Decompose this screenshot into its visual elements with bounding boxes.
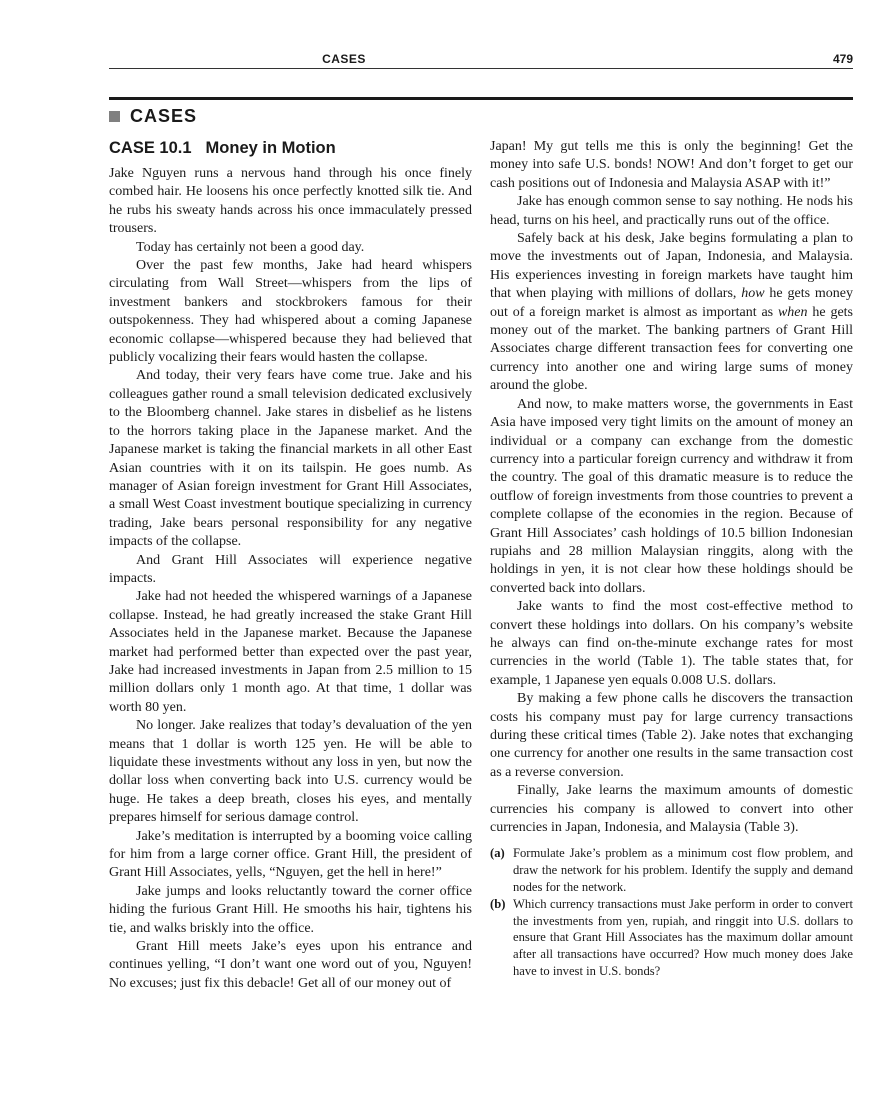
paragraph: Jake Nguyen runs a nervous hand through his once finely combed hair. He loosens his once perfectly knotted silk tie. And he rubs his sweaty hands across his once immaculately pressed trousers.: [109, 166, 472, 237]
paragraph: No longer. Jake realizes that today’s devaluation of the yen means that 1 dollar is worth 125 yen. He will be able to liquidate these investments without any loss in yen, but now the dollar loss when converting back into U.S. currency would be huge. He takes a deep breath, closes his eyes, and mentally prepares himself for serious damage control.: [109, 718, 472, 826]
section-heading: [109, 106, 197, 127]
paragraph: Jake has enough common sense to say nothing. He nods his head, turns on his heel, and practically runs out of the office.: [490, 194, 853, 228]
question-text: Which currency transactions must Jake perform in order to convert the investments from yen, rupiah, and ringgit into U.S. dollars to ensure that Grant Hill Associates has the maximum dollar amount after all transactions have occurred? How much money does Jake have to invest in U.S. bonds?: [513, 897, 853, 978]
paragraph: Jake had not heeded the whispered warnings of a Japanese collapse. Instead, he had greatly increased the stake Grant Hill Associates held in the Japanese market. Because the Japanese market had performed better than expected over the past year, Jake had increased investments in Japan from 2.5 million to 15 million dollars only 1 month ago. At that time, 1 dollar was worth 80 yen.: [109, 589, 472, 715]
paragraph: Grant Hill meets Jake’s eyes upon his entrance and continues yelling, “I don’t want one word out of you, Nguyen! No excuses; just fix this debacle! Get all of our money out of: [109, 939, 472, 991]
running-header: [109, 52, 853, 69]
paragraph: Finally, Jake learns the maximum amounts of domestic currencies his company is allowed to convert into other currencies in Japan, Indonesia, and Malaysia (Table 3).: [490, 783, 853, 836]
paragraph: And today, their very fears have come true. Jake and his colleagues gather round a small television dedicated exclusively to the Bloomberg channel. Jake stares in disbelief as he listens to the horrors taking place in the Japanese market. And the Japanese market is taking the financial markets in all other East Asian countries with it on its tailspin. He goes numb. As manager of Asian foreign investment for Grant Hill Associates, a small West Coast investment boutique specializing in currency trading, Jake bears personal responsibility for any negative impacts of the collapse.: [109, 368, 472, 550]
question-item: [490, 845, 853, 895]
emphasis: when: [777, 304, 808, 320]
paragraph: Japan! My gut tells me this is only the beginning! Get the money into safe U.S. bonds! NOW! And don’t forget to get our cash positions out of Indonesia and Malaysia ASAP with it!”: [490, 139, 853, 191]
paragraph: And now, to make matters worse, the governments in East Asia have imposed very tight limits on the amount of money an individual or a company can exchange from the domestic currency into a particular foreign currency and withdraw it from the country. The goal of this dramatic measure is to reduce the outflow of foreign investments from those countries to prevent a complete collapse of the economies in the region. Because of Grant Hill Associates’ cash holdings of 10.5 billion Indonesian rupiahs and 28 million Malaysian ringgits, along with the holdings in yen, it is not clear how these holdings should be converted back into dollars.: [490, 396, 853, 596]
paragraph: Safely back at his desk, Jake begins formulating a plan to move the investments out of Japan, Indonesia, and Malaysia. His experiences investing in foreign markets have taught him that when playing with millions of dollars, how he gets money out of a foreign market is almost as important as when he gets money out of the market. The banking partners of Grant Hill Associates charge different transaction fees for converting one currency into another one and wiring large sums of money around the globe.: [490, 231, 853, 394]
paragraph: Jake’s meditation is interrupted by a booming voice calling for him from a large corner office. Grant Hill, the president of Grant Hill Associates, yells, “Nguyen, get the hell in here!”: [109, 828, 472, 881]
paragraph: By making a few phone calls he discovers the transaction costs his company must pay for large currency transactions during these critical times (Table 2). Jake notes that exchanging one currency for another one results in the same transaction cost as a reverse conversion.: [490, 691, 853, 780]
case-title: [109, 138, 472, 158]
emphasis: how: [741, 286, 765, 302]
paragraph: Jake wants to find the most cost-effective method to convert these holdings into dollars. On his company’s website he always can find on-the-minute exchange rates for most currencies in the world (Table 1). The table states that, for example, 1 Japanese yen equals 0.008 U.S. dollars.: [490, 599, 853, 688]
question-label: (a): [490, 846, 505, 861]
paragraph: Jake jumps and looks reluctantly toward the corner office hiding the furious Grant Hill. He smooths his hair, tightens his tie, and walks briskly into the office.: [109, 883, 472, 936]
section-heading-text: CASES: [130, 106, 198, 126]
paragraph: And Grant Hill Associates will experience negative impacts.: [109, 552, 472, 586]
section-rule: [109, 97, 853, 100]
case-number: CASE 10.1: [109, 139, 192, 157]
question-list: [490, 845, 853, 979]
paragraph: Today has certainly not been a good day.: [136, 239, 365, 255]
right-column: [490, 138, 853, 980]
page-number: 479: [832, 52, 853, 66]
square-bullet-icon: [109, 111, 120, 122]
question-text: Formulate Jake’s problem as a minimum cost flow problem, and draw the network for his problem. Identify the supply and demand nodes for the network.: [513, 846, 853, 894]
paragraph: Over the past few months, Jake had heard whispers circulating from Wall Street—whispers from the lips of investment bankers and stockbrokers famous for their outspokenness. They had whispered about a coming Japanese economic collapse—whispered because they had believed that publicly vocalizing their fears would hasten the collapse.: [109, 258, 472, 366]
question-item: [490, 896, 853, 979]
left-column: [109, 138, 472, 993]
case-name: Money in Motion: [205, 139, 336, 157]
running-head: CASES: [322, 52, 366, 66]
question-label: (b): [490, 897, 506, 912]
